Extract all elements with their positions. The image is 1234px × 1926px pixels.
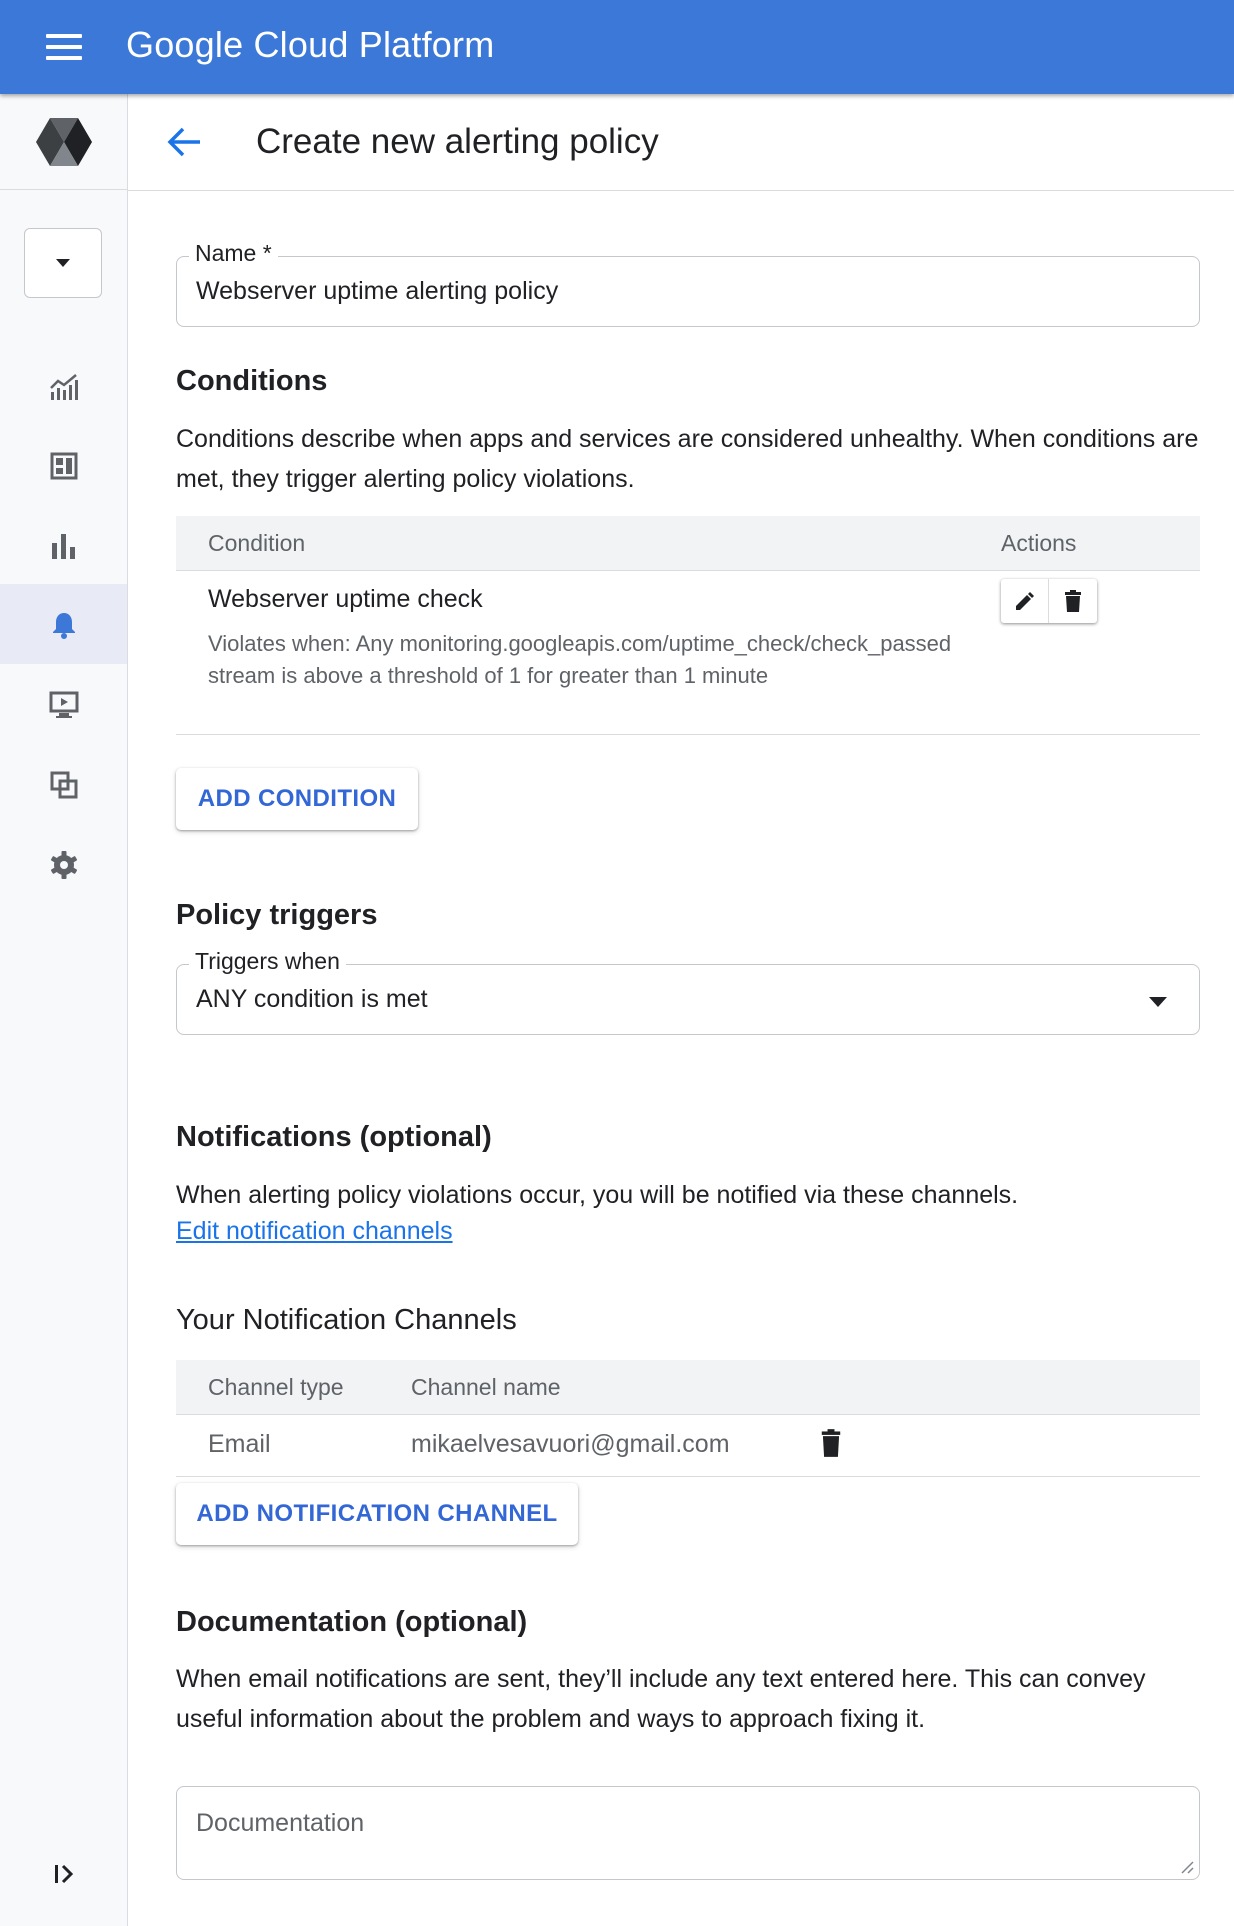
edit-notification-channels-link[interactable]: Edit notification channels [176, 1217, 453, 1245]
nav-metrics-explorer[interactable] [0, 505, 127, 585]
documentation-placeholder: Documentation [196, 1809, 365, 1837]
channels-row-divider [176, 1476, 1200, 1477]
groups-icon [49, 770, 79, 800]
channel-type-column-header: Channel type [208, 1374, 344, 1400]
notifications-title: Notifications (optional) [176, 1121, 492, 1153]
top-app-bar [0, 0, 1234, 94]
hamburger-menu-icon[interactable] [46, 34, 82, 60]
triggers-when-value: ANY condition is met [196, 985, 428, 1013]
policy-name-value[interactable]: Webserver uptime alerting policy [196, 277, 559, 305]
nav-monitoring-overview[interactable] [0, 346, 127, 426]
documentation-textarea[interactable] [176, 1786, 1200, 1880]
alerting-bell-icon [49, 610, 79, 640]
condition-description: Violates when: Any monitoring.googleapis.com/uptime_check/check_passed stream is above a threshold of 1 for greater than 1 minute [208, 631, 952, 688]
page-header [128, 94, 1234, 191]
condition-column-header: Condition [208, 530, 306, 556]
nav-groups[interactable] [0, 744, 127, 824]
resize-grip-icon[interactable] [1179, 1859, 1195, 1875]
notifications-description: When alerting policy violations occur, you will be notified via these channels. [176, 1181, 1019, 1209]
page-title: Create new alerting policy [256, 122, 659, 161]
policy-triggers-title: Policy triggers [176, 899, 378, 931]
delete-condition-button[interactable] [1049, 579, 1097, 623]
app-brand[interactable]: Google Cloud Platform [126, 24, 495, 65]
channels-table-header [176, 1360, 1200, 1415]
nav-uptime-checks[interactable] [0, 664, 127, 744]
condition-name: Webserver uptime check [208, 585, 483, 613]
stackdriver-logo [0, 94, 127, 190]
documentation-title: Documentation (optional) [176, 1606, 528, 1638]
triggers-when-label: Triggers when [189, 948, 346, 975]
uptime-checks-icon [49, 690, 79, 720]
sidebar [0, 94, 128, 1926]
channel-name-cell: mikaelvesavuori@gmail.com [411, 1430, 730, 1458]
expand-sidebar-icon[interactable] [50, 1860, 78, 1893]
back-arrow-icon[interactable] [164, 122, 204, 167]
documentation-description: When email notifications are sent, they’ll include any text entered here. This can convey useful information about the problem and ways to approach fixing it. [176, 1665, 1146, 1733]
pencil-icon [1013, 589, 1037, 613]
nav-settings[interactable] [0, 824, 127, 904]
trash-icon [1061, 589, 1085, 613]
dropdown-arrow-icon [1147, 995, 1169, 1009]
policy-name-field[interactable] [176, 240, 1200, 327]
policy-name-label: Name * [189, 240, 278, 267]
monitoring-overview-icon [49, 372, 79, 402]
conditions-table-header [176, 516, 1200, 571]
actions-column-header: Actions [1001, 530, 1077, 556]
triggers-when-select[interactable] [176, 948, 1200, 1035]
delete-channel-button[interactable] [817, 1428, 845, 1463]
channel-type-cell: Email [208, 1430, 271, 1458]
trash-icon [817, 1428, 845, 1458]
add-condition-button[interactable]: ADD CONDITION [176, 768, 418, 830]
settings-gear-icon [49, 850, 79, 880]
caret-down-icon [53, 255, 73, 271]
add-notification-channel-button[interactable]: ADD NOTIFICATION CHANNEL [176, 1483, 578, 1545]
nav-dashboards[interactable] [0, 425, 127, 505]
conditions-description: Conditions describe when apps and services are considered unhealthy. When conditions are met, they trigger alerting policy violations. [176, 425, 1199, 493]
edit-condition-button[interactable] [1001, 579, 1049, 623]
conditions-row-divider [176, 734, 1200, 735]
dashboards-icon [49, 451, 79, 481]
your-notification-channels-title: Your Notification Channels [176, 1304, 517, 1336]
channel-name-column-header: Channel name [411, 1374, 561, 1400]
metrics-explorer-icon [49, 531, 79, 561]
project-selector-dropdown[interactable] [24, 228, 102, 298]
condition-actions [1001, 579, 1097, 623]
conditions-title: Conditions [176, 365, 328, 397]
nav-alerting[interactable] [0, 584, 127, 664]
stackdriver-logo-icon [36, 118, 92, 166]
